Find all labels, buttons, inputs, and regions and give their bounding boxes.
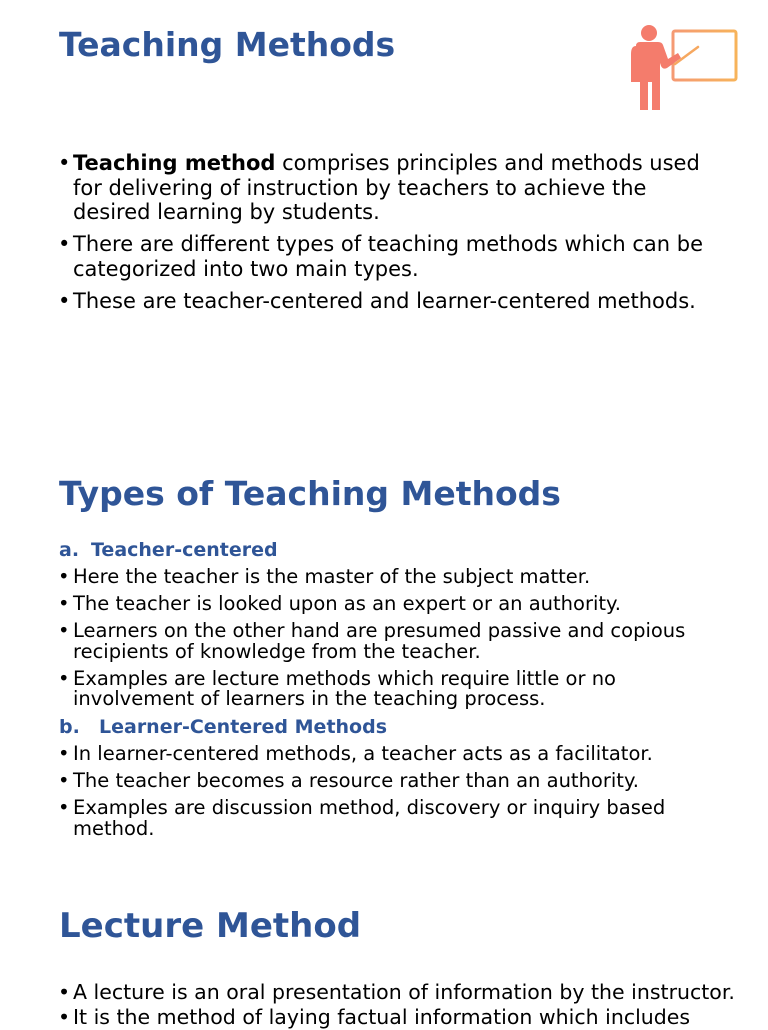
bullet-line: There are different types of teaching methods which can be: [73, 232, 704, 256]
bullet-line: categorized into two main types.: [73, 256, 419, 281]
bullet-glyph: •: [58, 288, 71, 313]
list-marker: b.: [59, 716, 80, 738]
subheading-teacher-centered: [59, 539, 278, 561]
bullet-glyph: •: [58, 565, 70, 588]
bullet-glyph: •: [58, 232, 71, 256]
teacher-centered-bullet-list: [58, 567, 748, 716]
bullet-line: Here the teacher is the master of the subject matter.: [73, 565, 591, 588]
list-item: [58, 666, 748, 710]
bullet-glyph: •: [58, 796, 70, 819]
bullet-glyph: •: [58, 666, 70, 690]
list-item: [58, 744, 748, 765]
subheading-label: Teacher-centered: [91, 539, 278, 561]
bullet-line: Examples are discussion method, discovery or inquiry based: [73, 796, 666, 819]
list-item: [58, 798, 748, 839]
bullet-line: A lecture is an oral presentation of information by the instructor.: [73, 980, 735, 1004]
bullet-line: These are teacher-centered and learner-centered methods.: [73, 288, 696, 313]
list-item: [58, 771, 748, 792]
list-item: [58, 594, 748, 615]
bullet-glyph: •: [58, 592, 70, 615]
list-item: [58, 621, 748, 662]
list-item: [58, 1005, 748, 1030]
list-item: [58, 151, 748, 225]
bullet-line: recipients of knowledge from the teacher.: [73, 639, 481, 663]
intro-bullet-list: [58, 151, 748, 321]
bullet-line: desired learning by students.: [73, 200, 380, 224]
bullet-glyph: •: [58, 769, 70, 792]
list-item: [58, 232, 748, 281]
bullet-line: It is the method of laying factual information which includes: [73, 1005, 691, 1029]
bullet-text: comprises principles and methods used: [275, 151, 700, 175]
bullet-glyph: •: [58, 742, 70, 765]
bullet-glyph: •: [58, 151, 71, 175]
bullet-line: [73, 151, 748, 176]
bullet-line: In learner-centered methods, a teacher acts as a facilitator.: [73, 742, 653, 765]
list-item: [58, 289, 748, 314]
teacher-at-whiteboard-icon: [628, 24, 740, 114]
list-marker: a.: [59, 539, 80, 561]
bullet-line: for delivering of instruction by teachers to achieve the: [73, 175, 647, 200]
subheading-learner-centered: [59, 716, 387, 738]
list-item: [58, 567, 748, 588]
bullet-line: method.: [73, 816, 155, 840]
subheading-label: Learner-Centered Methods: [99, 716, 388, 738]
bullet-glyph: •: [58, 980, 71, 1004]
page-title: Teaching Methods: [59, 25, 396, 64]
bullet-line: The teacher becomes a resource rather than an authority.: [73, 769, 639, 792]
section-title: Lecture Method: [59, 906, 362, 946]
bullet-line: Learners on the other hand are presumed passive and copious: [73, 619, 686, 642]
bullet-glyph: •: [58, 1005, 71, 1029]
bullet-line: Examples are lecture methods which require little or no: [73, 666, 616, 690]
list-item: [58, 980, 748, 1005]
lecture-bullet-list: [58, 980, 748, 1030]
bullet-line: involvement of learners in the teaching process.: [73, 687, 546, 710]
bold-term: Teaching method: [73, 151, 276, 175]
section-title: Types of Teaching Methods: [59, 474, 561, 513]
bullet-line: The teacher is looked upon as an expert or an authority.: [73, 592, 621, 615]
bullet-glyph: •: [58, 619, 70, 642]
learner-centered-bullet-list: [58, 744, 748, 846]
